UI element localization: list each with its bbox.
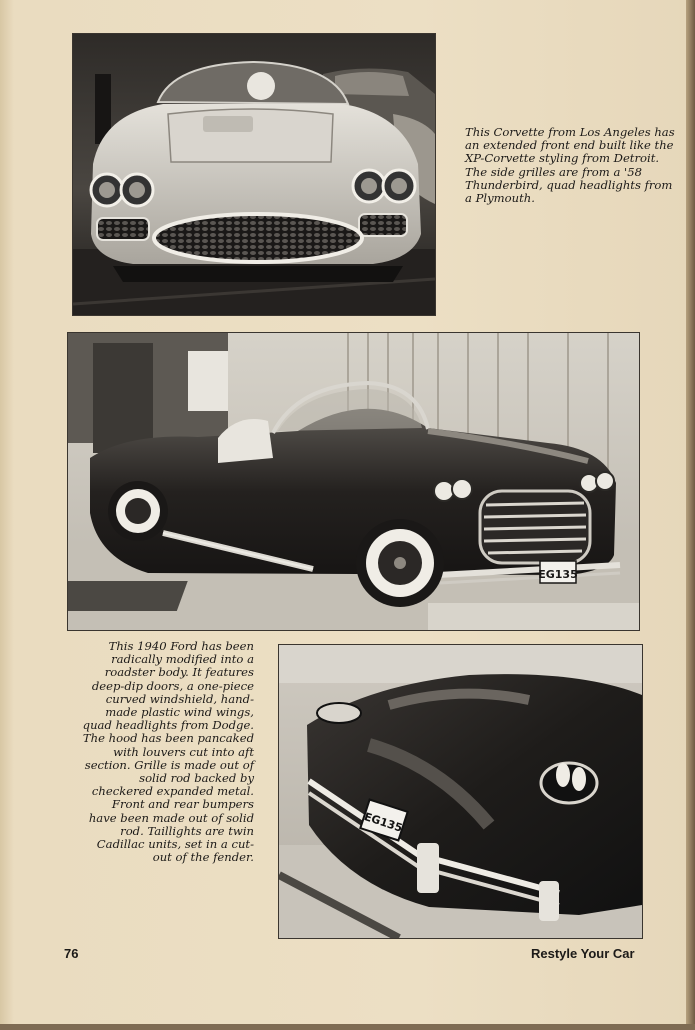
running-title: Restyle Your Car — [531, 946, 635, 961]
corvette-photo — [72, 33, 436, 316]
ford-caption: This 1940 Ford has been radically modified into a roadster body. It features deep-dip doors, a one-piece curved windshield, hand-made plastic wind wings, quad headlights from Dodge. The hood has been pancaked with louvers cut into aft section. Grille is made out of solid rod backed by checkered expanded metal. Front and rear bumpers have been made out of solid rod. Taillights are twin Cadillac units, set in a cut-out of the fender. — [82, 639, 254, 865]
ford-roadster-photo — [67, 332, 640, 631]
rear-license-plate: EG135 — [362, 810, 405, 835]
ford-rear-photo — [278, 644, 643, 939]
page-edge — [686, 0, 695, 1030]
corvette-caption: This Corvette from Los Angeles has an extended front end built like the XP-Corvette styling from Detroit. The side grilles are from a '58 Thunderbird, quad headlights from a Plymouth. — [465, 125, 675, 206]
page-bottom-edge — [0, 1024, 695, 1030]
page-number: 76 — [64, 946, 79, 961]
front-license-plate: EG135 — [538, 568, 578, 581]
